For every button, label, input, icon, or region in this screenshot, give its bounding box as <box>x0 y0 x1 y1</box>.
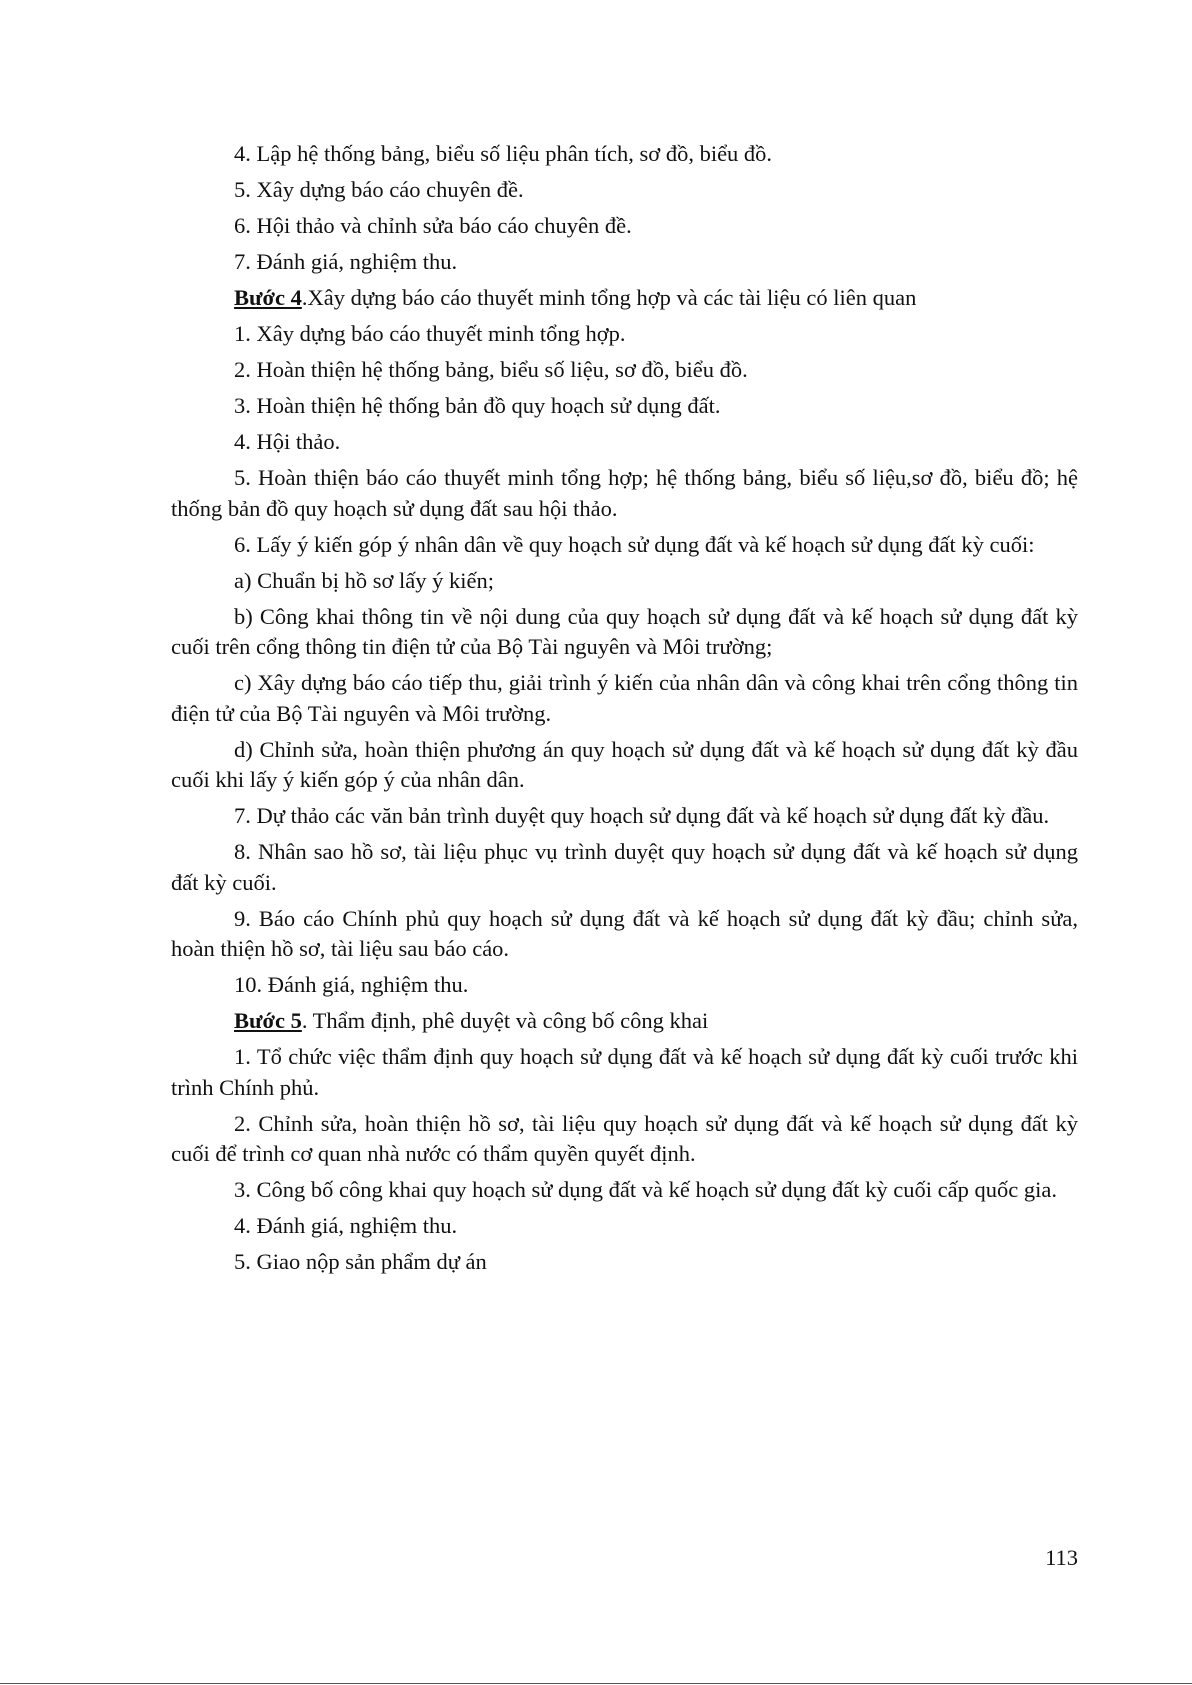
body-paragraph <box>171 355 1078 386</box>
paragraph-text: 3. Hoàn thiện hệ thống bản đồ quy hoạch sử dụng đất. <box>234 393 721 418</box>
body-paragraph <box>171 247 1078 278</box>
document-body <box>171 139 1078 1283</box>
paragraph-text: 7. Dự thảo các văn bản trình duyệt quy hoạch sử dụng đất và kế hoạch sử dụng đất kỳ đầu. <box>234 803 1050 828</box>
body-paragraph <box>171 319 1078 350</box>
paragraph-text: 1. Xây dựng báo cáo thuyết minh tổng hợp. <box>234 321 626 346</box>
paragraph-text: 5. Giao nộp sản phẩm dự án <box>234 1249 487 1274</box>
paragraph-text: 7. Đánh giá, nghiệm thu. <box>234 249 458 274</box>
paragraph-text: a) Chuẩn bị hồ sơ lấy ý kiến; <box>234 567 494 593</box>
paragraph-text: 4. Hội thảo. <box>234 429 341 454</box>
page-bottom-edge <box>0 1683 1192 1684</box>
paragraph-text: 9. Báo cáo Chính phủ quy hoạch sử dụng đất và kế hoạch sử dụng đất kỳ đầu; chỉnh sửa, hoàn thiện hồ sơ, tài liệu sau báo cáo. <box>171 905 1078 961</box>
paragraph-text: 6. Lấy ý kiến góp ý nhân dân về quy hoạch sử dụng đất và kế hoạch sử dụng đất kỳ cuối: <box>234 531 1035 557</box>
step-paragraph <box>171 283 1078 314</box>
paragraph-text: d) Chỉnh sửa, hoàn thiện phương án quy hoạch sử dụng đất và kế hoạch sử dụng đất kỳ đầu cuối khi lấy ý kiến góp ý của nhân dân. <box>171 736 1078 792</box>
body-paragraph <box>171 904 1078 965</box>
body-paragraph <box>171 668 1078 729</box>
body-paragraph <box>171 970 1078 1001</box>
body-paragraph <box>171 211 1078 242</box>
body-paragraph <box>171 175 1078 206</box>
paragraph-text: 6. Hội thảo và chỉnh sửa báo cáo chuyên đề. <box>234 213 632 238</box>
body-paragraph <box>171 139 1078 170</box>
paragraph-text: 4. Lập hệ thống bảng, biểu số liệu phân tích, sơ đồ, biểu đồ. <box>234 141 773 166</box>
body-paragraph <box>171 566 1078 597</box>
paragraph-text: 5. Xây dựng báo cáo chuyên đề. <box>234 177 524 202</box>
body-paragraph <box>171 837 1078 898</box>
paragraph-text: 2. Hoàn thiện hệ thống bảng, biểu số liệu, sơ đồ, biểu đồ. <box>234 357 748 382</box>
paragraph-text: 8. Nhân sao hồ sơ, tài liệu phục vụ trình duyệt quy hoạch sử dụng đất và kế hoạch sử dụng đất kỳ cuối. <box>171 839 1078 895</box>
paragraph-text: 2. Chỉnh sửa, hoàn thiện hồ sơ, tài liệu quy hoạch sử dụng đất và kế hoạch sử dụng đất kỳ cuối để trình cơ quan nhà nước có thẩm quyền quyết định. <box>171 1110 1078 1166</box>
paragraph-text: c) Xây dựng báo cáo tiếp thu, giải trình ý kiến của nhân dân và công khai trên cổng thông tin điện tử của Bộ Tài nguyên và Môi trường. <box>171 670 1078 726</box>
step-heading: Bước 5 <box>234 1008 302 1033</box>
body-paragraph <box>171 1175 1078 1206</box>
body-paragraph <box>171 530 1078 561</box>
paragraph-text: b) Công khai thông tin về nội dung của quy hoạch sử dụng đất và kế hoạch sử dụng đất kỳ cuối trên cổng thông tin điện tử của Bộ Tài nguyên và Môi trường; <box>171 603 1078 659</box>
body-paragraph <box>171 602 1078 663</box>
step-paragraph <box>171 1006 1078 1037</box>
step-heading: Bước 4 <box>234 285 302 310</box>
body-paragraph <box>171 735 1078 796</box>
body-paragraph <box>171 1247 1078 1278</box>
body-paragraph <box>171 391 1078 422</box>
paragraph-text: 10. Đánh giá, nghiệm thu. <box>234 972 469 997</box>
paragraph-text: 5. Hoàn thiện báo cáo thuyết minh tổng hợp; hệ thống bảng, biểu số liệu,sơ đồ, biểu đồ; hệ thống bản đồ quy hoạch sử dụng đất sau hội thảo. <box>171 465 1078 521</box>
body-paragraph <box>171 1109 1078 1170</box>
body-paragraph <box>171 427 1078 458</box>
paragraph-text: . Thẩm định, phê duyệt và công bố công khai <box>301 1008 709 1033</box>
body-paragraph <box>171 1042 1078 1103</box>
body-paragraph <box>171 1211 1078 1242</box>
body-paragraph <box>171 463 1078 524</box>
paragraph-text: 3. Công bố công khai quy hoạch sử dụng đất và kế hoạch sử dụng đất kỳ cuối cấp quốc gia. <box>234 1177 1057 1202</box>
paragraph-text: 1. Tổ chức việc thẩm định quy hoạch sử dụng đất và kế hoạch sử dụng đất kỳ cuối trước khi trình Chính phủ. <box>171 1044 1078 1100</box>
paragraph-text: 4. Đánh giá, nghiệm thu. <box>234 1213 458 1238</box>
paragraph-text: .Xây dựng báo cáo thuyết minh tổng hợp và các tài liệu có liên quan <box>301 285 917 310</box>
body-paragraph <box>171 801 1078 832</box>
page-number: 113 <box>1045 1545 1078 1570</box>
